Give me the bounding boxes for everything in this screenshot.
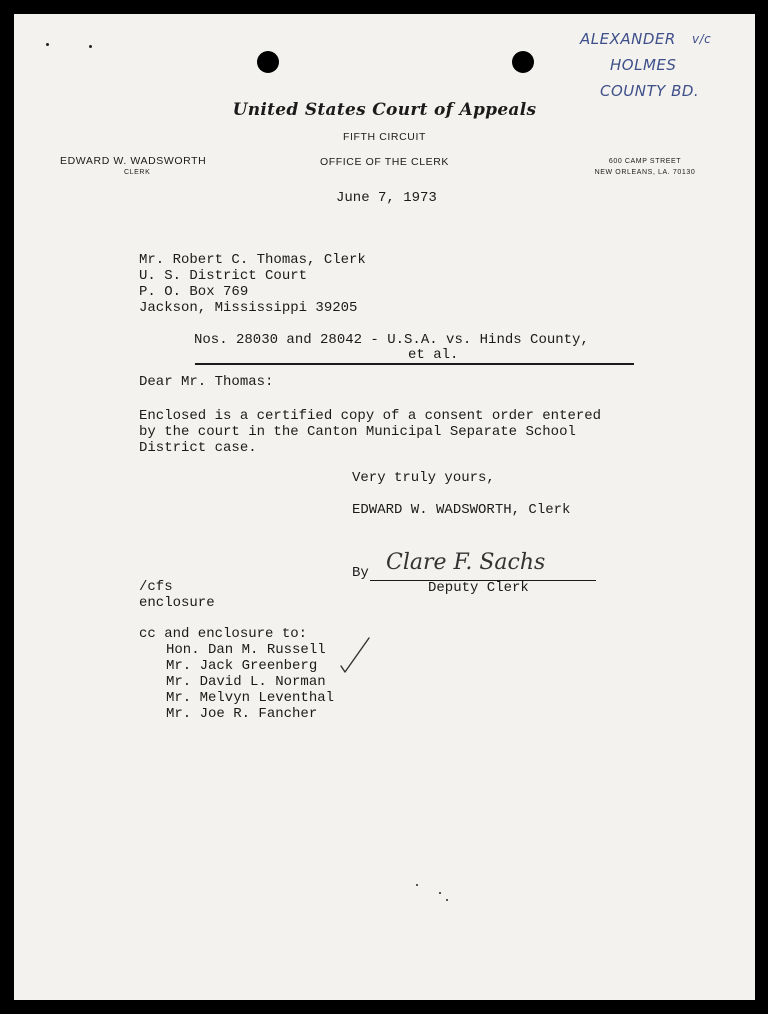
by-label: By [352,565,369,581]
reference-line-2: et al. [408,347,459,363]
paper-speck [446,899,448,901]
deputy-title: Deputy Clerk [428,580,529,596]
enclosure-notation: enclosure [139,595,215,611]
recipient-line-4: Jackson, Mississippi 39205 [139,300,358,316]
paper-speck [439,892,441,894]
cc-recipient: Hon. Dan M. Russell [166,642,326,658]
punch-hole-left [257,51,279,73]
body-line-2: by the court in the Canton Municipal Separate School [139,424,576,440]
reference-underline [195,363,634,365]
cc-recipient: Mr. Melvyn Leventhal [166,690,335,706]
body-line-3: District case. [139,440,257,456]
paper-speck [46,43,49,46]
address-street: 600 CAMP STREET [608,158,682,165]
paper-speck [89,45,92,48]
letter-date: June 7, 1973 [336,190,437,206]
court-name: United States Court of Appeals [232,100,537,120]
cc-recipient: Mr. David L. Norman [166,674,326,690]
cc-recipient: Mr. Jack Greenberg [166,658,318,674]
office-name: OFFICE OF THE CLERK [319,156,450,168]
recipient-line-2: U. S. District Court [139,268,308,284]
body-line-1: Enclosed is a certified copy of a consent order entered [139,408,602,424]
letter-page [14,14,755,1000]
address-city: NEW ORLEANS, LA. 70130 [594,169,696,176]
circuit-name: FIFTH CIRCUIT [342,131,427,143]
check-mark-icon [339,636,373,676]
handwritten-note-line-3: COUNTY BD. [600,82,700,100]
salutation: Dear Mr. Thomas: [139,374,274,390]
clerk-title-header: CLERK [124,169,151,176]
handwritten-initials: v/c [692,32,712,46]
typist-initials: /cfs [139,579,173,595]
signer-name: EDWARD W. WADSWORTH, Clerk [352,502,571,518]
handwritten-note-line-2: HOLMES [610,56,677,74]
valediction: Very truly yours, [352,470,495,486]
clerk-name-header: EDWARD W. WADSWORTH [60,155,207,167]
cc-recipient: Mr. Joe R. Fancher [166,706,318,722]
reference-line-1: Nos. 28030 and 28042 - U.S.A. vs. Hinds County, [194,332,589,348]
recipient-line-3: P. O. Box 769 [139,284,249,300]
recipient-line-1: Mr. Robert C. Thomas, Clerk [139,252,366,268]
handwritten-note-line-1: ALEXANDER [580,30,676,48]
signature: Clare F. Sachs [386,550,546,575]
paper-speck [416,884,418,886]
punch-hole-right [512,51,534,73]
cc-heading: cc and enclosure to: [139,626,308,642]
